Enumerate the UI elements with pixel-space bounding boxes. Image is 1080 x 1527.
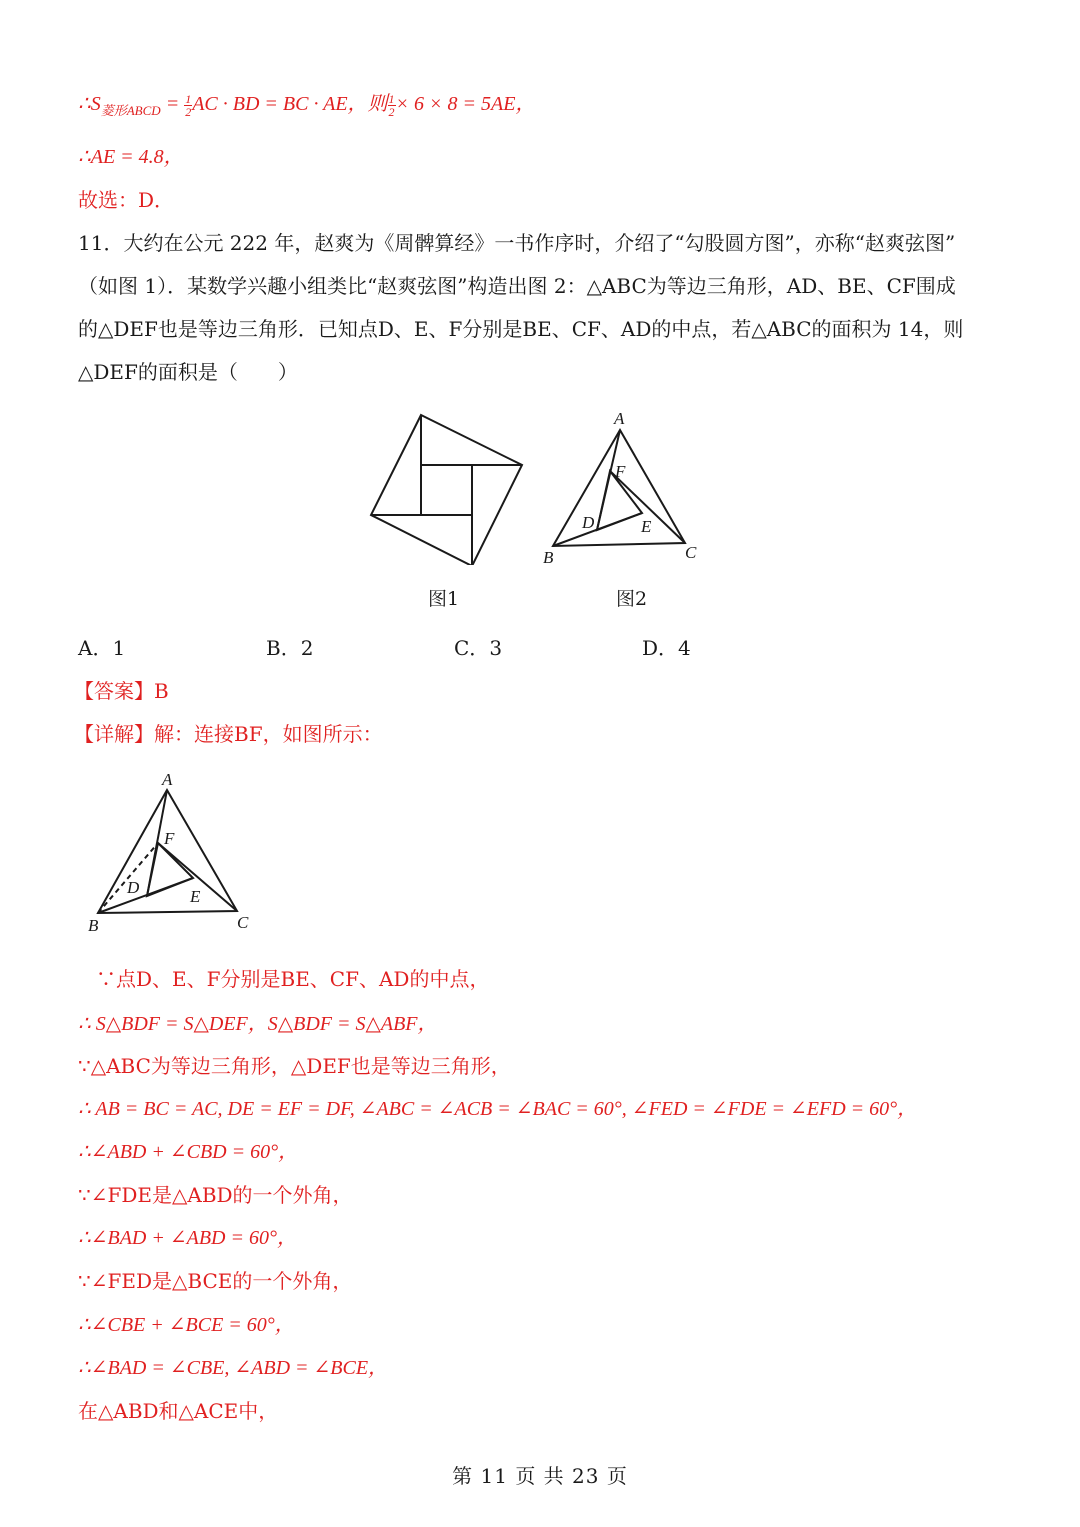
fig2-label-d: D <box>582 513 595 532</box>
detail-intro: 解：连接BF，如图所示： <box>154 722 383 746</box>
option-d: D．4 <box>642 636 691 660</box>
fraction-half-2: $\frac{1}{2}$ <box>388 91 395 119</box>
figure-2-diagram <box>535 405 710 575</box>
detail-step-3: ∵△ABC为等边三角形，△DEF也是等边三角形， <box>78 1054 511 1078</box>
detail-step-11: 在△ABD和△ACE中， <box>78 1399 279 1423</box>
fig1-outer-square <box>371 415 522 565</box>
solution-diagram <box>80 768 265 938</box>
answer-tag: 【答案】 <box>74 679 154 703</box>
sol-label-a: A <box>162 770 173 789</box>
question-line-3: 的△DEF也是等边三角形．已知点D、E、F分别是BE、CF、AD的中点，若△ABC的面积为 14，则 <box>78 317 964 341</box>
fig2-label-a: A <box>614 409 625 428</box>
detail-step-1: ∵点D、E、F分别是BE、CF、AD的中点， <box>96 967 490 991</box>
area-symbol: ∴S <box>78 93 101 115</box>
detail-step-2: ∴ S△BDF = S△DEF，S△BDF = S△ABF， <box>78 1013 438 1035</box>
fig2-triangle-abc <box>553 430 685 546</box>
detail-step-10: ∴∠BAD = ∠CBE, ∠ABD = ∠BCE， <box>78 1357 389 1379</box>
sol-label-d: D <box>127 878 140 897</box>
prev-solution-choice: 故选：D． <box>78 188 175 212</box>
question-line-2: （如图 1）．某数学兴趣小组类比“赵爽弦图”构造出图 2：△ABC为等边三角形，AD、BE、CF围成 <box>78 274 956 298</box>
equals-sign: = <box>160 93 185 115</box>
sol-label-f: F <box>164 829 175 848</box>
detail-step-8: ∵∠FED是△BCE的一个外角， <box>78 1269 353 1293</box>
figure-2-caption: 图2 <box>616 588 648 610</box>
sol-label-e: E <box>190 887 201 906</box>
prev-solution-line-2: ∴AE = 4.8， <box>78 146 184 168</box>
fraction-half-1: $\frac{1}{2}$ <box>185 91 192 119</box>
equation-middle: AC · BD = BC · AE，则 <box>192 93 388 115</box>
detail-step-4: ∴ AB = BC = AC, DE = EF = DF, ∠ABC = ∠ACB = ∠BAC = 60°, ∠FED = ∠FDE = ∠EFD = 60°， <box>78 1098 918 1120</box>
fig1-inner-square <box>421 465 472 515</box>
fig2-label-b: B <box>543 548 554 567</box>
equation-tail: × 6 × 8 = 5AE， <box>395 93 536 115</box>
fig2-label-f: F <box>615 462 626 481</box>
answer-value: B <box>154 679 169 703</box>
detail-step-5: ∴∠ABD + ∠CBD = 60°， <box>78 1141 299 1163</box>
detail-intro-line <box>74 720 383 748</box>
fig2-label-e: E <box>641 517 652 536</box>
question-line-4: △DEF的面积是（ ） <box>78 360 298 384</box>
detail-step-7: ∴∠BAD + ∠ABD = 60°， <box>78 1227 297 1249</box>
option-b: B．2 <box>266 636 314 660</box>
detail-step-6: ∵∠FDE是△ABD的一个外角， <box>78 1183 353 1207</box>
prev-solution-line-1 <box>78 90 535 125</box>
sol-label-c: C <box>237 913 249 932</box>
figure-1-diagram <box>360 405 535 565</box>
answer-line <box>74 677 169 705</box>
sol-triangle-def <box>147 843 193 896</box>
option-c: C．3 <box>454 636 503 660</box>
detail-tag: 【详解】 <box>74 722 154 746</box>
question-line-1: 11．大约在公元 222 年，赵爽为《周髀算经》一书作序时，介绍了“勾股圆方图”，亦称“赵爽弦图” <box>78 231 956 255</box>
area-subscript: 菱形ABCD <box>100 103 161 118</box>
fig2-label-c: C <box>685 543 697 562</box>
detail-step-9: ∴∠CBE + ∠BCE = 60°， <box>78 1314 295 1336</box>
figure-1-caption: 图1 <box>428 588 460 610</box>
option-a: A．1 <box>78 636 126 660</box>
page-footer: 第 11 页 共 23 页 <box>452 1464 628 1488</box>
sol-label-b: B <box>88 916 99 935</box>
